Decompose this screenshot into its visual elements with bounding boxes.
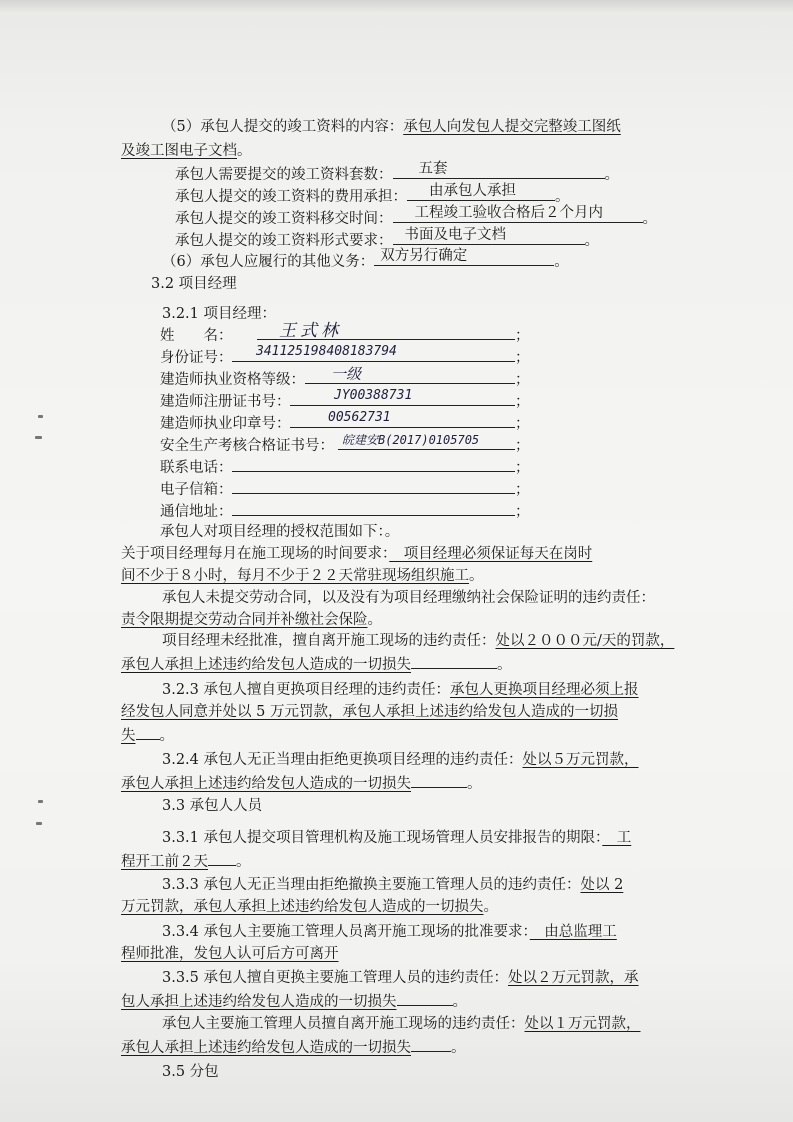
- cost-blank: 由承包人承担: [407, 185, 555, 201]
- pm-cert-blank: [290, 390, 515, 406]
- heading-3-5: 3.5 分包: [162, 1064, 219, 1080]
- pm-grade-row: 建造师执业资格等级： 一级 ；: [160, 365, 530, 388]
- scan-mark: [35, 436, 42, 439]
- scan-mark: [38, 415, 43, 418]
- leave-line2: 承包人承担上述违约给发包人造成的一切损失 。: [121, 653, 512, 673]
- pm-safety-row: 安全生产考核合格证书号： 皖建安B(2017)0105705 ；: [160, 434, 530, 454]
- handwritten-cert: JY00388731: [334, 388, 413, 403]
- heading-3-2: 3.2 项目经理: [151, 276, 237, 292]
- onsite-line1: 关于项目经理每月在施工现场的时间要求： 项目经理必须保证每天在岗时: [121, 546, 593, 562]
- handwritten-grade: 一级: [331, 365, 362, 383]
- p323-line2: 经发包人同意并处以 5 万元罚款，承包人承担上述违约给发包人造成的一切损: [121, 704, 618, 720]
- p333-line1: 3.3.3 承包人无正当理由拒绝撤换主要施工管理人员的违约责任：处以 2: [162, 877, 624, 893]
- leave-line1: 项目经理未经批准，擅自离开施工现场的违约责任：处以２０００元/天的罚款，: [162, 633, 675, 649]
- p333-line2: 万元罚款，承包人承担上述违约给发包人造成的一切损失。: [121, 899, 498, 915]
- pm-seal-row: 建造师执业印章号： 00562731 ；: [160, 410, 530, 432]
- p335-line1: 3.3.5 承包人擅自更换主要施工管理人员的违约责任：处以２万元罚款，承: [162, 970, 639, 986]
- leave2-line2: 承包人承担上述违约给发包人造成的一切损失 。: [121, 1036, 466, 1056]
- pm-cert-row: 建造师注册证书号： JY00388731 ；: [160, 388, 530, 410]
- pm-grade-blank: [305, 365, 515, 384]
- pm-address-blank: [232, 500, 515, 516]
- onsite-line2: 间不少于８小时，每月不少于２２天常驻现场组织施工。: [121, 568, 484, 584]
- p335-line2: 包人承担上述违约给发包人造成的一切损失 。: [121, 990, 467, 1010]
- time-line: 承包人提交的竣工资料移交时间： 工程竣工验收合格后２个月内 。: [175, 205, 657, 227]
- pm-phone-row: 联系电话： ；: [160, 456, 530, 476]
- p324-line1: 3.2.4 承包人无正当理由拒绝更换项目经理的违约责任：处以５万元罚款，: [162, 752, 639, 768]
- sec5-line2: 及竣工图电子文档。: [121, 143, 252, 159]
- pm-email-blank: [232, 478, 515, 494]
- sec5-value-2: 及竣工图电子文档: [121, 143, 237, 159]
- form-line: 承包人提交的竣工资料形式要求： 书面及电子文档 。: [175, 227, 599, 249]
- p331-line1: 3.3.1 承包人提交项目管理机构及施工现场管理人员安排报告的期限： 工: [162, 830, 632, 846]
- pm-address-row: 通信地址： ；: [160, 500, 530, 520]
- cost-line: 承包人提交的竣工资料的费用承担： 由承包人承担 。: [175, 183, 570, 205]
- labor-line2: 责令限期提交劳动合同并补缴社会保险。: [121, 612, 382, 628]
- sets-line: 承包人需要提交的竣工资料套数： 五套 。: [175, 161, 619, 183]
- pm-seal-blank: [290, 412, 515, 428]
- leave2-line1: 承包人主要施工管理人员擅自离开施工现场的违约责任：处以１万元罚款，: [162, 1016, 641, 1032]
- handwritten-safety: 皖建安B(2017)0105705: [342, 433, 480, 447]
- scan-mark: [36, 822, 42, 825]
- labor-line1: 承包人未提交劳动合同，以及没有为项目经理缴纳社会保险证明的违约责任：: [162, 590, 655, 606]
- p334-line2: 程师批准，发包人认可后方可离开: [121, 946, 339, 962]
- scan-mark: [38, 800, 43, 803]
- p334-line1: 3.3.4 承包人主要施工管理人员离开施工现场的批准要求： 由总监理工: [162, 924, 617, 940]
- pm-email-row: 电子信箱： ；: [160, 478, 530, 498]
- handwritten-name: 王式林: [279, 321, 342, 341]
- form-blank: 书面及电子文档: [393, 229, 585, 245]
- sec6-line: （6）承包人应履行的其他义务： 双方另行确定 。: [162, 248, 569, 270]
- handwritten-id: 341125198408183794: [256, 344, 397, 359]
- pm-name-row: 姓 名： 王式林 ；: [160, 321, 530, 344]
- p324-line2: 承包人承担上述违约给发包人造成的一切损失 。: [121, 772, 482, 792]
- pm-safety-blank: [338, 434, 515, 450]
- p323-line3: 失 。: [121, 724, 174, 744]
- auth-scope: 承包人对项目经理的授权范围如下：。: [160, 524, 400, 540]
- sec5-value-1: 承包人向发包人提交完整竣工图纸: [403, 119, 621, 135]
- sec6-blank: 双方另行确定: [374, 250, 554, 266]
- heading-3-2-1: 3.2.1 项目经理：: [162, 306, 277, 322]
- pm-id-blank: [232, 346, 515, 362]
- sets-blank: 五套: [393, 163, 605, 179]
- time-blank: 工程竣工验收合格后２个月内: [393, 207, 643, 223]
- pm-phone-blank: [232, 456, 515, 472]
- handwritten-seal: 00562731: [328, 410, 391, 425]
- sec5-line1: （5）承包人提交的竣工资料的内容：承包人向发包人提交完整竣工图纸: [162, 119, 621, 135]
- pm-id-row: 身份证号： 341125198408183794 ；: [160, 344, 530, 366]
- p331-line2: 程开工前２天 。: [121, 850, 251, 870]
- heading-3-3: 3.3 承包人人员: [162, 798, 263, 814]
- p323-line1: 3.2.3 承包人擅自更换项目经理的违约责任：承包人更换项目经理必须上报: [162, 682, 639, 698]
